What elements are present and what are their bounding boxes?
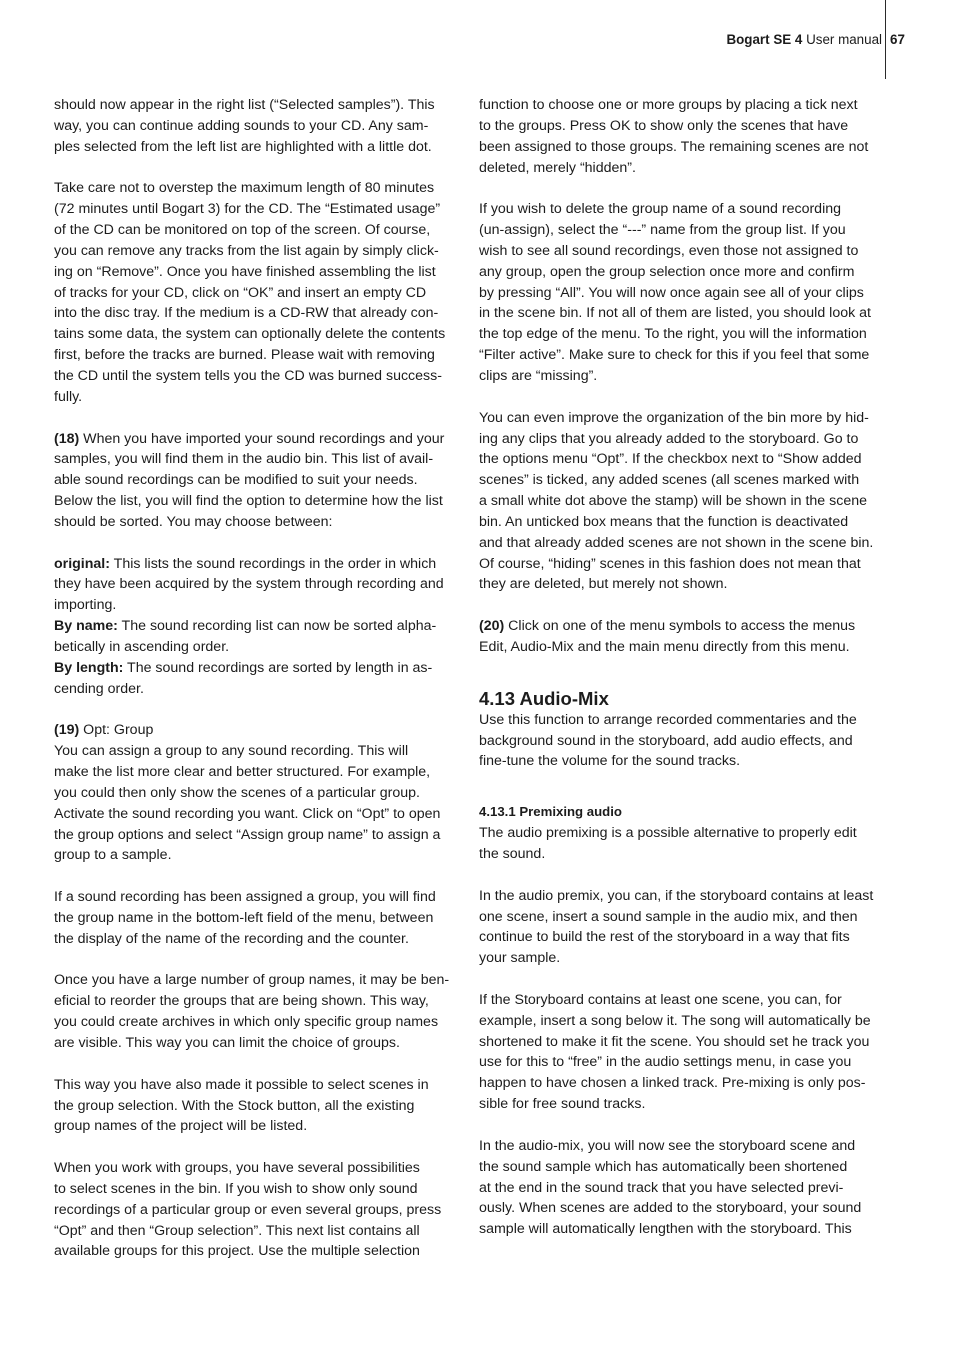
paragraph: In the audio-mix, you will now see the storyboard scene and the sound sample which has automatically been shortened at the end in the sound track that you have selected previ- ously. When scenes are added to the storyboard, your sound sample will automatically lengthen with the storyboard. This [479,1137,862,1238]
right-column [479,95,891,1240]
paragraph: You can even improve the organization of the bin more by hid- ing any clips that you already added to the storyboard. Go to the options menu “Opt”. If the checkbox next to “Show added scenes” is ticked, any added scenes (all scenes marked with a small white dot above the stamp) will be shown in the scene bin. An unticked box means that the function is deactivated and that already added scenes are not shown in the scene bin. Of course, “hiding” scenes in this fashion does not mean that they are deleted, but merely not shown. [479,409,874,593]
step-number: (18) [54,430,80,447]
subsection-heading: 4.13.1 Premixing audio [479,804,622,820]
paragraph: If the Storyboard contains at least one scene, you can, for example, insert a song below it. The song will automatically be shortened to make it fit the scene. You should set he track you use for this to “free” in the audio settings menu, in case you happen to have chosen a linked track. Pre-mixing is only pos- sible for free sound tracks. [479,991,871,1113]
paragraph: This way you have also made it possible to select scenes in the group selection. With the Stock button, all the existing group names of the project will be listed. [54,1076,429,1135]
header-divider [885,0,886,79]
paragraph: If you wish to delete the group name of a sound recording (un-assign), select the “---” name from the group list. If you wish to see all sound recordings, even those not assigned to any group, open the group selection once more and confirm by pressing “All”. You will now once again see all of your clips in the scene bin. If not all of them are listed, you should look at the top edge of the menu. To the right, you will the information “Filter active”. Make sure to check for this if you feel that some clips are “missing”. [479,201,871,384]
paragraph: You can assign a group to any sound recording. This will make the list more clear and better structured. For example, you could then only show the scenes of a particular group. Activate the sound recording you want. Click on “Opt” to open the group options and select “Assign group name” to assign a group to a sample. [54,743,441,864]
running-title [726,32,882,47]
paragraph: Take care not to overstep the maximum length of 80 minutes (72 minutes until Bogart 3) for the CD. The “Estimated usage” of the CD can be monitored on top of the screen. Of course, you can remove any tracks from the list again by simply click- ing on “Remove”. Once you have finished assembling the list of tracks for your CD, click on “OK” and insert an empty CD into the disc tray. If the medium is a CD-RW that already con- tains some data, the system can optionally delete the contents first, before the tracks are burned. Please wait with removing the CD until the system tells you the CD was burned success- fully. [54,180,446,405]
paragraph: function to choose one or more groups by placing a tick next to the groups. Press OK to show only the scenes that have been assigned to those groups. The remaining scenes are not deleted, merely “hidden”. [479,97,869,176]
paragraph-18 [54,429,464,533]
paragraph: The audio premixing is a possible alternative to properly edit the sound. [479,825,857,862]
paragraph: In the audio premix, you can, if the storyboard contains at least one scene, insert a sound sample in the audio mix, and then continue to build the rest of the storyboard in a way that fits your sample. [479,887,874,967]
step-number: (20) [479,618,505,635]
option-term: original: [54,555,110,572]
option-term: By name: [54,618,118,635]
step-heading: Opt: Group [79,722,154,739]
paragraph: Once you have a large number of group names, it may be ben- eficial to reorder the groups that are being shown. This way, you could create archives in which only specific group names are visible. This way you can limit the choice of groups. [54,972,450,1051]
paragraph: Use this function to arrange recorded commentaries and the background sound in the storyboard, add audio effects, and fine-tune the volume for the sound tracks. [479,711,857,770]
document-type: User manual [802,32,882,47]
paragraph: should now appear in the right list (“Selected samples”). This way, you can continue adding sounds to your CD. Any sam- ples selected from the left list are highlighted with a little dot. [54,97,435,155]
sort-option-by-length [54,658,464,700]
option-text: The sound recording list can now be sorted alpha- betically in ascending order. [54,618,437,655]
option-text: The sound recordings are sorted by length in as- cending order. [54,659,433,697]
product-name: Bogart SE 4 [726,32,803,47]
section-heading: 4.13 Audio-Mix [479,687,609,709]
step-number: (19) [54,722,80,739]
sort-option-original [54,554,464,617]
paragraph-19-heading [54,720,464,741]
page-header [0,30,954,50]
option-term: By length: [54,659,124,676]
option-text: This lists the sound recordings in the order in which they have been acquired by the system through recording and importing. [54,555,444,614]
paragraph: If a sound recording has been assigned a group, you will find the group name in the bottom-left field of the menu, between the display of the name of the recording and the counter. [54,889,436,947]
paragraph-text: Click on one of the menu symbols to access the menus Edit, Audio-Mix and the main menu directly from this menu. [479,618,856,655]
paragraph-text: When you have imported your sound recordings and your samples, you will find them in the audio bin. This list of avail- able sound recordings can be modified to suit your needs. Below the list, you will find the option to determine how the list should be sorted. You may choose between: [54,430,445,530]
page-number: 67 [890,32,905,47]
sort-option-by-name [54,616,464,658]
left-column [54,95,464,1262]
paragraph-20 [479,616,891,658]
paragraph: When you work with groups, you have several possibilities to select scenes in the bin. If you wish to show only sound recordings of a particular group or even several groups, press “Opt” and then “Group selection”. This next list contains all available groups for this project. Use the multiple selection [54,1160,442,1260]
